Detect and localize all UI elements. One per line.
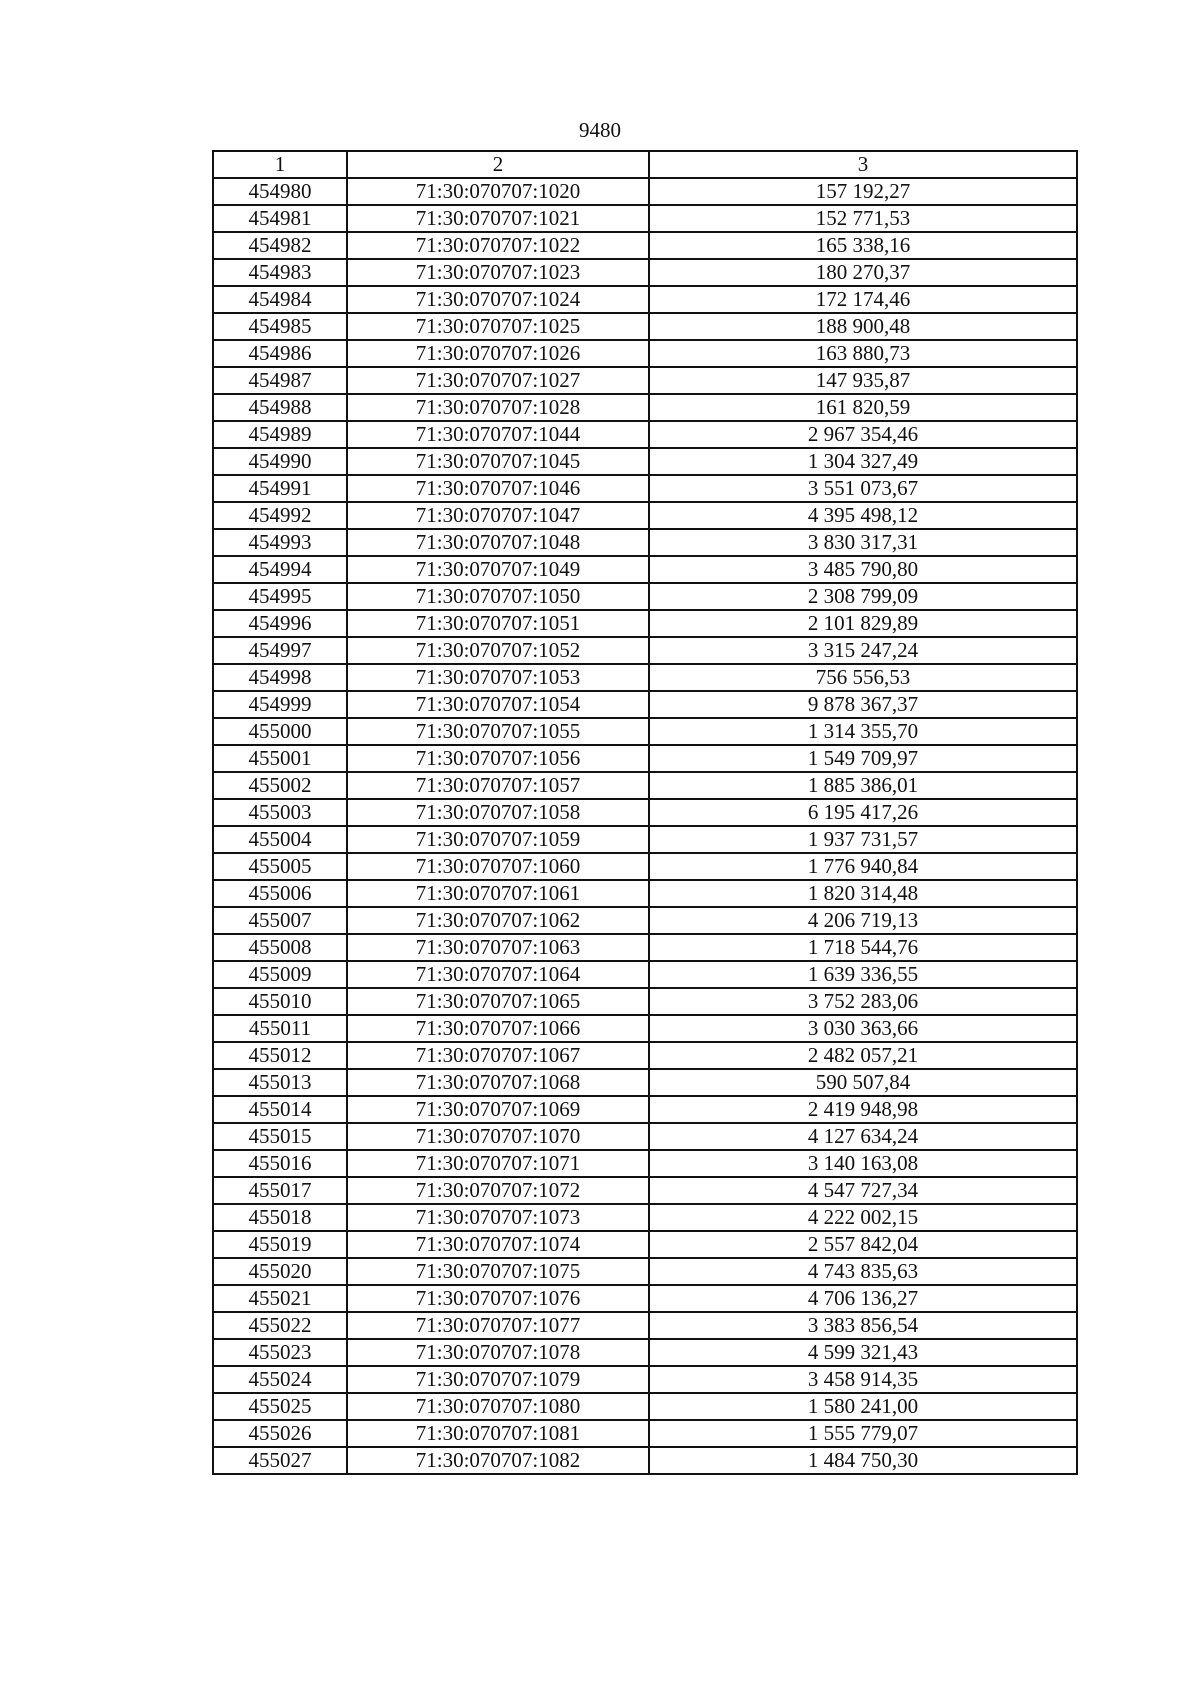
row-number-cell: 455026 bbox=[213, 1420, 347, 1447]
value-cell: 2 482 057,21 bbox=[649, 1042, 1077, 1069]
cadastral-number-cell: 71:30:070707:1028 bbox=[347, 394, 649, 421]
value-cell: 2 557 842,04 bbox=[649, 1231, 1077, 1258]
row-number-cell: 454994 bbox=[213, 556, 347, 583]
cadastral-number-cell: 71:30:070707:1066 bbox=[347, 1015, 649, 1042]
cadastral-number-cell: 71:30:070707:1051 bbox=[347, 610, 649, 637]
table-row bbox=[213, 934, 1077, 961]
row-number-cell: 455010 bbox=[213, 988, 347, 1015]
value-cell: 6 195 417,26 bbox=[649, 799, 1077, 826]
row-number-cell: 455012 bbox=[213, 1042, 347, 1069]
cadastral-number-cell: 71:30:070707:1026 bbox=[347, 340, 649, 367]
table-row bbox=[213, 1069, 1077, 1096]
cadastral-number-cell: 71:30:070707:1048 bbox=[347, 529, 649, 556]
row-number-cell: 454998 bbox=[213, 664, 347, 691]
row-number-cell: 455011 bbox=[213, 1015, 347, 1042]
row-number-cell: 455018 bbox=[213, 1204, 347, 1231]
table-row bbox=[213, 583, 1077, 610]
row-number-cell: 454987 bbox=[213, 367, 347, 394]
row-number-cell: 455015 bbox=[213, 1123, 347, 1150]
table-row bbox=[213, 1123, 1077, 1150]
table-row bbox=[213, 313, 1077, 340]
table-row bbox=[213, 826, 1077, 853]
cadastral-number-cell: 71:30:070707:1064 bbox=[347, 961, 649, 988]
value-cell: 3 030 363,66 bbox=[649, 1015, 1077, 1042]
value-cell: 1 937 731,57 bbox=[649, 826, 1077, 853]
cadastral-number-cell: 71:30:070707:1021 bbox=[347, 205, 649, 232]
value-cell: 188 900,48 bbox=[649, 313, 1077, 340]
cadastral-number-cell: 71:30:070707:1049 bbox=[347, 556, 649, 583]
table-row bbox=[213, 448, 1077, 475]
cadastral-number-cell: 71:30:070707:1024 bbox=[347, 286, 649, 313]
table-row bbox=[213, 1258, 1077, 1285]
table-row bbox=[213, 1447, 1077, 1474]
table-row bbox=[213, 205, 1077, 232]
table-row bbox=[213, 907, 1077, 934]
row-number-cell: 454990 bbox=[213, 448, 347, 475]
cadastral-number-cell: 71:30:070707:1058 bbox=[347, 799, 649, 826]
row-number-cell: 454991 bbox=[213, 475, 347, 502]
value-cell: 172 174,46 bbox=[649, 286, 1077, 313]
row-number-cell: 455004 bbox=[213, 826, 347, 853]
value-cell: 1 639 336,55 bbox=[649, 961, 1077, 988]
value-cell: 3 140 163,08 bbox=[649, 1150, 1077, 1177]
cadastral-number-cell: 71:30:070707:1046 bbox=[347, 475, 649, 502]
cadastral-number-cell: 71:30:070707:1057 bbox=[347, 772, 649, 799]
value-cell: 4 547 727,34 bbox=[649, 1177, 1077, 1204]
value-cell: 1 314 355,70 bbox=[649, 718, 1077, 745]
table-row bbox=[213, 1285, 1077, 1312]
value-cell: 1 718 544,76 bbox=[649, 934, 1077, 961]
value-cell: 4 706 136,27 bbox=[649, 1285, 1077, 1312]
row-number-cell: 454997 bbox=[213, 637, 347, 664]
table-row bbox=[213, 1096, 1077, 1123]
cadastral-number-cell: 71:30:070707:1073 bbox=[347, 1204, 649, 1231]
value-cell: 1 885 386,01 bbox=[649, 772, 1077, 799]
value-cell: 3 383 856,54 bbox=[649, 1312, 1077, 1339]
row-number-cell: 454996 bbox=[213, 610, 347, 637]
column-header-2: 2 bbox=[347, 151, 649, 178]
value-cell: 9 878 367,37 bbox=[649, 691, 1077, 718]
cadastral-number-cell: 71:30:070707:1059 bbox=[347, 826, 649, 853]
cadastral-number-cell: 71:30:070707:1061 bbox=[347, 880, 649, 907]
cadastral-number-cell: 71:30:070707:1056 bbox=[347, 745, 649, 772]
value-cell: 1 580 241,00 bbox=[649, 1393, 1077, 1420]
row-number-cell: 455023 bbox=[213, 1339, 347, 1366]
row-number-cell: 455024 bbox=[213, 1366, 347, 1393]
cadastral-number-cell: 71:30:070707:1079 bbox=[347, 1366, 649, 1393]
table-row bbox=[213, 1393, 1077, 1420]
value-cell: 152 771,53 bbox=[649, 205, 1077, 232]
cadastral-number-cell: 71:30:070707:1055 bbox=[347, 718, 649, 745]
row-number-cell: 455009 bbox=[213, 961, 347, 988]
cadastral-number-cell: 71:30:070707:1047 bbox=[347, 502, 649, 529]
cadastral-number-cell: 71:30:070707:1077 bbox=[347, 1312, 649, 1339]
row-number-cell: 454988 bbox=[213, 394, 347, 421]
value-cell: 1 555 779,07 bbox=[649, 1420, 1077, 1447]
row-number-cell: 454999 bbox=[213, 691, 347, 718]
cadastral-number-cell: 71:30:070707:1022 bbox=[347, 232, 649, 259]
cadastral-number-cell: 71:30:070707:1081 bbox=[347, 1420, 649, 1447]
cadastral-number-cell: 71:30:070707:1045 bbox=[347, 448, 649, 475]
value-cell: 4 599 321,43 bbox=[649, 1339, 1077, 1366]
cadastral-number-cell: 71:30:070707:1072 bbox=[347, 1177, 649, 1204]
row-number-cell: 454995 bbox=[213, 583, 347, 610]
header-row bbox=[213, 151, 1077, 178]
value-cell: 590 507,84 bbox=[649, 1069, 1077, 1096]
table-row bbox=[213, 880, 1077, 907]
cadastral-number-cell: 71:30:070707:1071 bbox=[347, 1150, 649, 1177]
table-row bbox=[213, 853, 1077, 880]
column-header-3: 3 bbox=[649, 151, 1077, 178]
row-number-cell: 455017 bbox=[213, 1177, 347, 1204]
value-cell: 4 743 835,63 bbox=[649, 1258, 1077, 1285]
row-number-cell: 455001 bbox=[213, 745, 347, 772]
table-row bbox=[213, 1042, 1077, 1069]
table-row bbox=[213, 988, 1077, 1015]
value-cell: 165 338,16 bbox=[649, 232, 1077, 259]
value-cell: 3 485 790,80 bbox=[649, 556, 1077, 583]
cadastral-number-cell: 71:30:070707:1023 bbox=[347, 259, 649, 286]
value-cell: 180 270,37 bbox=[649, 259, 1077, 286]
cadastral-number-cell: 71:30:070707:1044 bbox=[347, 421, 649, 448]
row-number-cell: 454980 bbox=[213, 178, 347, 205]
table-row bbox=[213, 664, 1077, 691]
table-row bbox=[213, 367, 1077, 394]
table-row bbox=[213, 691, 1077, 718]
value-cell: 161 820,59 bbox=[649, 394, 1077, 421]
table-row bbox=[213, 799, 1077, 826]
table-row bbox=[213, 259, 1077, 286]
table-row bbox=[213, 475, 1077, 502]
row-number-cell: 455027 bbox=[213, 1447, 347, 1474]
table-row bbox=[213, 340, 1077, 367]
row-number-cell: 454993 bbox=[213, 529, 347, 556]
row-number-cell: 454981 bbox=[213, 205, 347, 232]
table-row bbox=[213, 286, 1077, 313]
table-row bbox=[213, 1366, 1077, 1393]
cadastral-number-cell: 71:30:070707:1027 bbox=[347, 367, 649, 394]
value-cell: 147 935,87 bbox=[649, 367, 1077, 394]
table-row bbox=[213, 556, 1077, 583]
row-number-cell: 455007 bbox=[213, 907, 347, 934]
row-number-cell: 455020 bbox=[213, 1258, 347, 1285]
cadastral-number-cell: 71:30:070707:1067 bbox=[347, 1042, 649, 1069]
table-row bbox=[213, 502, 1077, 529]
cadastral-number-cell: 71:30:070707:1080 bbox=[347, 1393, 649, 1420]
value-cell: 3 458 914,35 bbox=[649, 1366, 1077, 1393]
cadastral-number-cell: 71:30:070707:1050 bbox=[347, 583, 649, 610]
table-row bbox=[213, 718, 1077, 745]
value-cell: 157 192,27 bbox=[649, 178, 1077, 205]
row-number-cell: 455005 bbox=[213, 853, 347, 880]
cadastral-number-cell: 71:30:070707:1063 bbox=[347, 934, 649, 961]
row-number-cell: 455025 bbox=[213, 1393, 347, 1420]
cadastral-number-cell: 71:30:070707:1070 bbox=[347, 1123, 649, 1150]
table-row bbox=[213, 1204, 1077, 1231]
row-number-cell: 455022 bbox=[213, 1312, 347, 1339]
table-row bbox=[213, 1312, 1077, 1339]
row-number-cell: 454984 bbox=[213, 286, 347, 313]
cadastral-number-cell: 71:30:070707:1074 bbox=[347, 1231, 649, 1258]
cadastral-number-cell: 71:30:070707:1068 bbox=[347, 1069, 649, 1096]
cadastral-number-cell: 71:30:070707:1076 bbox=[347, 1285, 649, 1312]
table-row bbox=[213, 637, 1077, 664]
table-row bbox=[213, 961, 1077, 988]
data-table bbox=[212, 150, 1078, 1475]
row-number-cell: 455006 bbox=[213, 880, 347, 907]
cadastral-number-cell: 71:30:070707:1025 bbox=[347, 313, 649, 340]
row-number-cell: 455013 bbox=[213, 1069, 347, 1096]
row-number-cell: 455008 bbox=[213, 934, 347, 961]
table-row bbox=[213, 421, 1077, 448]
value-cell: 756 556,53 bbox=[649, 664, 1077, 691]
value-cell: 1 776 940,84 bbox=[649, 853, 1077, 880]
row-number-cell: 454986 bbox=[213, 340, 347, 367]
value-cell: 4 222 002,15 bbox=[649, 1204, 1077, 1231]
row-number-cell: 454985 bbox=[213, 313, 347, 340]
table-row bbox=[213, 232, 1077, 259]
row-number-cell: 455002 bbox=[213, 772, 347, 799]
cadastral-number-cell: 71:30:070707:1065 bbox=[347, 988, 649, 1015]
table-row bbox=[213, 772, 1077, 799]
cadastral-number-cell: 71:30:070707:1069 bbox=[347, 1096, 649, 1123]
cadastral-number-cell: 71:30:070707:1060 bbox=[347, 853, 649, 880]
row-number-cell: 454989 bbox=[213, 421, 347, 448]
row-number-cell: 455019 bbox=[213, 1231, 347, 1258]
cadastral-number-cell: 71:30:070707:1075 bbox=[347, 1258, 649, 1285]
row-number-cell: 455000 bbox=[213, 718, 347, 745]
row-number-cell: 454992 bbox=[213, 502, 347, 529]
value-cell: 3 830 317,31 bbox=[649, 529, 1077, 556]
table-row bbox=[213, 178, 1077, 205]
cadastral-number-cell: 71:30:070707:1054 bbox=[347, 691, 649, 718]
value-cell: 3 551 073,67 bbox=[649, 475, 1077, 502]
table-row bbox=[213, 1420, 1077, 1447]
column-header-1: 1 bbox=[213, 151, 347, 178]
table-row bbox=[213, 1150, 1077, 1177]
table-row bbox=[213, 1339, 1077, 1366]
value-cell: 3 315 247,24 bbox=[649, 637, 1077, 664]
cadastral-number-cell: 71:30:070707:1052 bbox=[347, 637, 649, 664]
table-body bbox=[213, 178, 1077, 1474]
value-cell: 2 101 829,89 bbox=[649, 610, 1077, 637]
page-number: 9480 bbox=[579, 118, 621, 142]
row-number-cell: 455016 bbox=[213, 1150, 347, 1177]
value-cell: 3 752 283,06 bbox=[649, 988, 1077, 1015]
cadastral-number-cell: 71:30:070707:1062 bbox=[347, 907, 649, 934]
table-row bbox=[213, 745, 1077, 772]
table-header bbox=[213, 151, 1077, 178]
value-cell: 2 419 948,98 bbox=[649, 1096, 1077, 1123]
value-cell: 4 395 498,12 bbox=[649, 502, 1077, 529]
value-cell: 1 304 327,49 bbox=[649, 448, 1077, 475]
value-cell: 1 484 750,30 bbox=[649, 1447, 1077, 1474]
cadastral-number-cell: 71:30:070707:1020 bbox=[347, 178, 649, 205]
table-row bbox=[213, 1177, 1077, 1204]
row-number-cell: 455014 bbox=[213, 1096, 347, 1123]
row-number-cell: 455021 bbox=[213, 1285, 347, 1312]
table-row bbox=[213, 1231, 1077, 1258]
value-cell: 1 820 314,48 bbox=[649, 880, 1077, 907]
table-row bbox=[213, 1015, 1077, 1042]
table-row bbox=[213, 529, 1077, 556]
row-number-cell: 454982 bbox=[213, 232, 347, 259]
value-cell: 4 127 634,24 bbox=[649, 1123, 1077, 1150]
cadastral-number-cell: 71:30:070707:1053 bbox=[347, 664, 649, 691]
value-cell: 4 206 719,13 bbox=[649, 907, 1077, 934]
row-number-cell: 455003 bbox=[213, 799, 347, 826]
value-cell: 1 549 709,97 bbox=[649, 745, 1077, 772]
value-cell: 2 308 799,09 bbox=[649, 583, 1077, 610]
table-row bbox=[213, 394, 1077, 421]
value-cell: 2 967 354,46 bbox=[649, 421, 1077, 448]
value-cell: 163 880,73 bbox=[649, 340, 1077, 367]
table-row bbox=[213, 610, 1077, 637]
cadastral-number-cell: 71:30:070707:1082 bbox=[347, 1447, 649, 1474]
cadastral-number-cell: 71:30:070707:1078 bbox=[347, 1339, 649, 1366]
row-number-cell: 454983 bbox=[213, 259, 347, 286]
